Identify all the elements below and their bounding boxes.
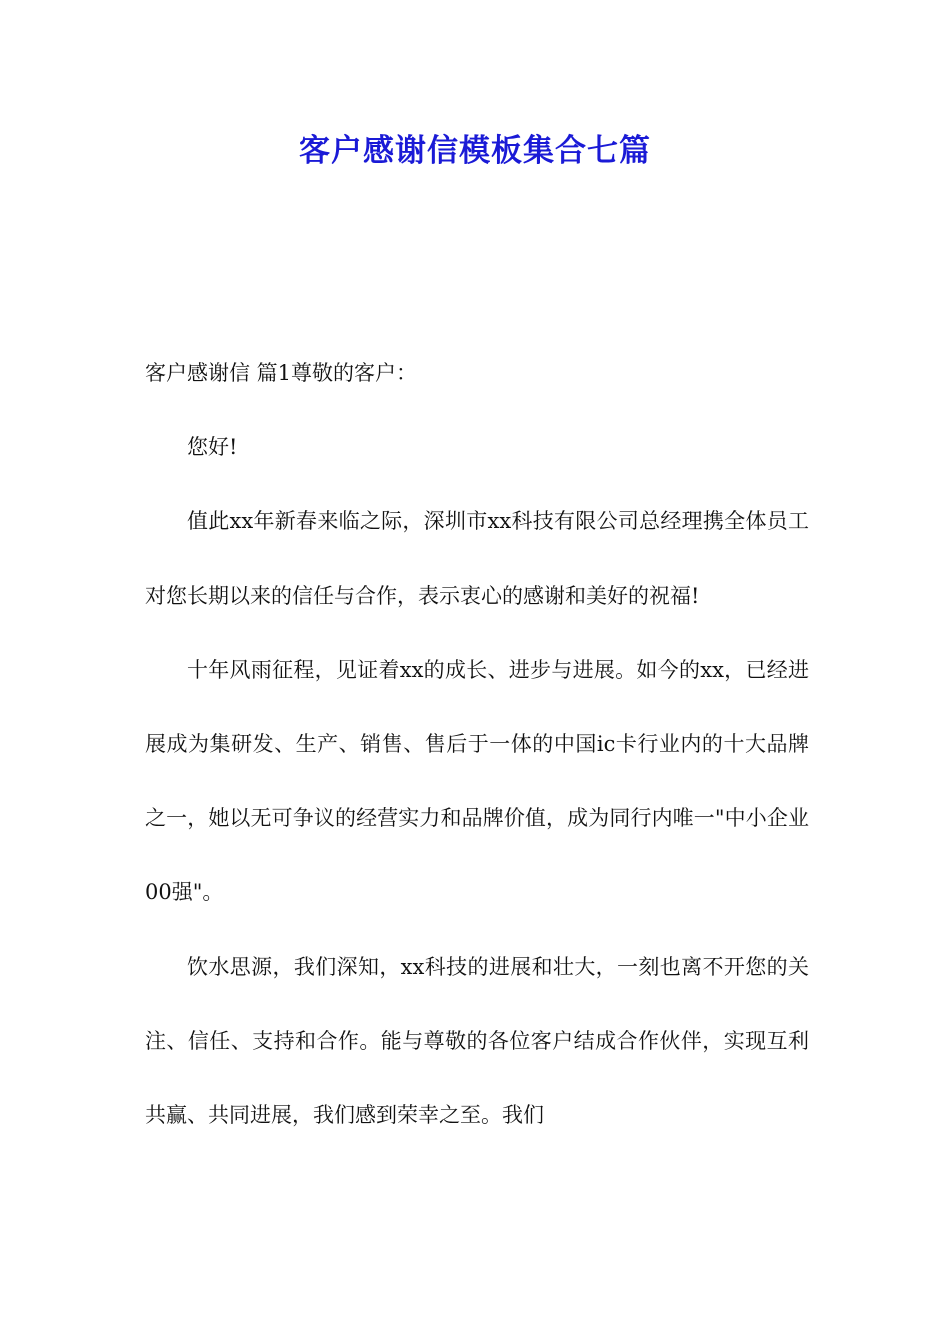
body-paragraph-gratitude: 饮水思源，我们深知，xx科技的进展和壮大，一刻也离不开您的关注、信任、支持和合作。能与尊敬的各位客户结成合作伙伴，实现互利共赢、共同进展，我们感到荣幸之至。我们 [145, 954, 809, 1128]
greeting-paragraph: 您好! [187, 435, 238, 460]
letter-body [145, 336, 809, 1152]
salutation-paragraph: 客户感谢信 篇1尊敬的客户： [145, 361, 418, 385]
body-paragraph-ten-years: 十年风雨征程，见证着xx的成长、进步与进展。如今的xx，已经进展成为集研发、生产、销售、售后于一体的中国ic卡行业内的十大品牌之一，她以无可争议的经营实力和品牌价值，成为同行内唯一"中小企业 00强"。 [145, 657, 809, 905]
document-title: 客户感谢信模板集合七篇 [299, 133, 651, 169]
body-paragraph-new-year: 值此xx年新春来临之际，深圳市xx科技有限公司总经理携全体员工对您长期以来的信任与合作，表示衷心的感谢和美好的祝福! [145, 509, 809, 608]
